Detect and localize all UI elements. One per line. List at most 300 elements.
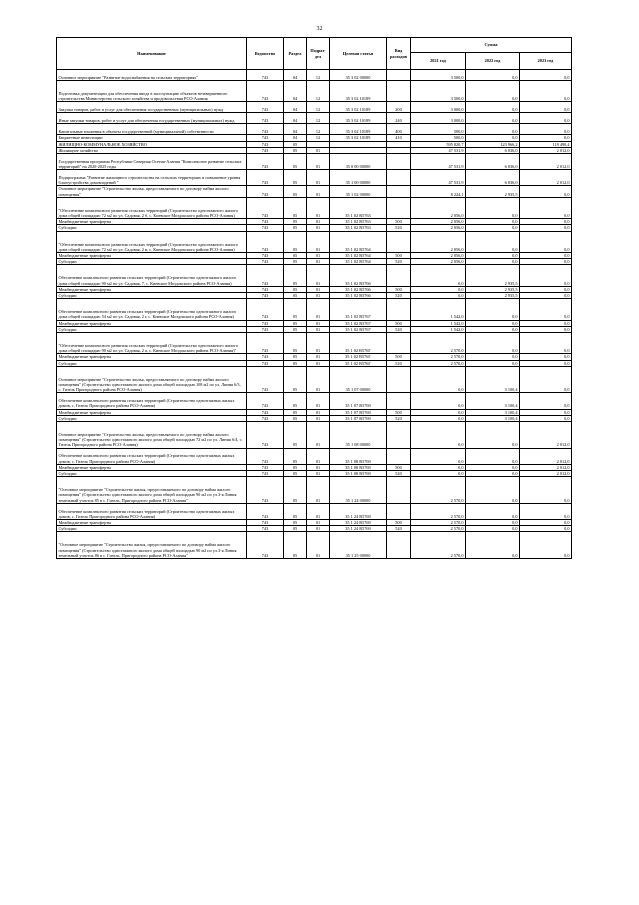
row-ministry-cell: 743 (247, 135, 284, 141)
row-name-cell: ЖИЛИЩНО-КОММУНАЛЬНОЕ ХОЗЯЙСТВО (57, 141, 247, 147)
row-section-cell: 05 (284, 141, 307, 147)
row-name-cell: Субсидии (57, 526, 247, 532)
row-target-cell: 35 1 07 R5769 (330, 393, 387, 409)
row-name-cell: Межбюджетные трансферты (57, 320, 247, 326)
row-ministry-cell: 743 (247, 231, 284, 252)
table-row (57, 170, 572, 186)
row-ministry-cell: 743 (247, 265, 284, 286)
row-ministry-cell: 743 (247, 197, 284, 218)
row-2021-cell: 0,0 (411, 409, 466, 415)
table-row (57, 124, 572, 135)
row-2023-cell: 0,0 (520, 526, 572, 532)
row-2022-cell: 3 100,4 (466, 409, 520, 415)
row-2022-cell: 0,0 (466, 219, 520, 225)
row-subsection-cell: 01 (307, 299, 330, 320)
row-2022-cell: 0,0 (466, 360, 520, 366)
row-2022-cell: 0,0 (466, 332, 520, 353)
row-section-cell: 05 (284, 265, 307, 286)
row-target-cell: 35 1 02 R5766 (330, 292, 387, 298)
row-subsection-cell: 01 (307, 186, 330, 197)
row-2021-cell: 2 570,0 (411, 360, 466, 366)
row-ministry-cell: 743 (247, 219, 284, 225)
row-name-cell: Государственная программа Республики Северная Осетия-Алания "Комплексное развитие сельских территорий" на 2020-2025 годы (57, 154, 247, 170)
row-section-cell: 04 (284, 70, 307, 81)
row-name-cell: Субсидии (57, 360, 247, 366)
header-subsection: Подраз-дел (307, 38, 330, 70)
row-2023-cell: 2 012,0 (520, 170, 572, 186)
row-2022-cell: 0,0 (466, 326, 520, 332)
row-expense-type-cell (387, 532, 411, 559)
row-target-cell: 35 1 24 00000 (330, 477, 387, 504)
row-subsection-cell: 01 (307, 477, 330, 504)
row-expense-type-cell: 520 (387, 292, 411, 298)
row-expense-type-cell (387, 503, 411, 519)
row-target-cell: 35 1 02 R576Г (330, 332, 387, 353)
row-section-cell: 05 (284, 170, 307, 186)
row-expense-type-cell (387, 477, 411, 504)
row-section-cell: 05 (284, 252, 307, 258)
row-ministry-cell: 743 (247, 124, 284, 135)
row-2021-cell: 2 056,0 (411, 252, 466, 258)
row-section-cell: 05 (284, 503, 307, 519)
row-2023-cell: 0,0 (520, 503, 572, 519)
row-subsection-cell: 01 (307, 197, 330, 218)
row-name-cell: Обеспечение комплексного развития сельских территорий (Строительство одноэтажного жилого дома общей площадью 54 м2 по ул. Садовая, 2 г, с. Киевское Моздокского района РСО-Алания) (57, 299, 247, 320)
row-target-cell: 35 3 02 10189 (330, 124, 387, 135)
row-expense-type-cell (387, 197, 411, 218)
row-2023-cell: 0,0 (520, 292, 572, 298)
row-section-cell: 04 (284, 135, 307, 141)
row-2022-cell: 2 935,5 (466, 292, 520, 298)
row-name-cell: Обеспечение комплексного развития сельских территорий (Строительство одноэтажных жилых домов, с. Гизель Пригородного района РСО-Алания) (57, 393, 247, 409)
row-2021-cell: 0,0 (411, 464, 466, 470)
row-subsection-cell: 01 (307, 320, 330, 326)
header-ministry: Ведомство (247, 38, 284, 70)
row-2023-cell: 2 012,0 (520, 154, 572, 170)
row-expense-type-cell: 520 (387, 470, 411, 476)
row-subsection-cell: 01 (307, 354, 330, 360)
row-ministry-cell: 743 (247, 170, 284, 186)
row-2023-cell: 0,0 (520, 532, 572, 559)
row-2021-cell: 0,0 (411, 470, 466, 476)
row-expense-type-cell (387, 265, 411, 286)
row-2022-cell: 0,0 (466, 81, 520, 102)
row-expense-type-cell: 400 (387, 124, 411, 135)
row-target-cell: 35 3 02 00000 (330, 70, 387, 81)
row-name-cell: Жилищное хозяйство (57, 147, 247, 153)
row-2023-cell: 0,0 (520, 124, 572, 135)
row-expense-type-cell (387, 421, 411, 448)
row-subsection-cell: 12 (307, 135, 330, 141)
row-section-cell: 05 (284, 231, 307, 252)
row-subsection-cell: 01 (307, 393, 330, 409)
table-row (57, 113, 572, 124)
row-section-cell: 05 (284, 186, 307, 197)
row-name-cell: Межбюджетные трансферты (57, 409, 247, 415)
row-2021-cell: 0,0 (411, 286, 466, 292)
row-section-cell: 05 (284, 526, 307, 532)
table-row (57, 393, 572, 409)
table-row (57, 197, 572, 218)
row-2021-cell: 3 500,0 (411, 70, 466, 81)
row-name-cell: Иные закупки товаров, работ и услуг для обеспечения государственных (муниципальных) нужд (57, 113, 247, 124)
row-2023-cell: 2 012,0 (520, 421, 572, 448)
row-target-cell: 35 1 02 R5763 (330, 225, 387, 231)
row-section-cell: 05 (284, 225, 307, 231)
row-2022-cell: 0,0 (466, 519, 520, 525)
row-ministry-cell: 743 (247, 366, 284, 393)
row-name-cell: Основное мероприятие "Строительство жилья, предоставляемого по договору найма жилого помещения" (57, 186, 247, 197)
row-target-cell: 35 1 08 R5769 (330, 470, 387, 476)
row-ministry-cell: 743 (247, 526, 284, 532)
row-name-cell: "Обеспечение комплексного развития сельских территорий (Строительство одноэтажного жилого дома общей площадью 72 м2 по ул. Садовая, 2 б, с. Киевское Моздокского района РСО-Алания) (57, 197, 247, 218)
header-section: Раздел (284, 38, 307, 70)
row-target-cell: 35 3 02 10189 (330, 81, 387, 102)
row-2023-cell: 0,0 (520, 286, 572, 292)
row-2023-cell: 2 012,0 (520, 147, 572, 153)
row-section-cell: 05 (284, 292, 307, 298)
row-target-cell: 35 3 02 10189 (330, 102, 387, 113)
row-subsection-cell: 01 (307, 154, 330, 170)
table-row (57, 154, 572, 170)
row-name-cell: Субсидии (57, 470, 247, 476)
row-2021-cell: 1 542,0 (411, 320, 466, 326)
row-name-cell: Межбюджетные трансферты (57, 464, 247, 470)
row-target-cell: 35 1 02 R5764 (330, 259, 387, 265)
row-name-cell: "Основное мероприятие "Строительство жилья, предоставляемого по договору найма жилого помещения" (Строительство одноэтажного жилого дома общей площадью 90 м2 по ул.3-я Линия земельный участок 86 в с. Гизель, Пригородного района РСО-Алания" (57, 532, 247, 559)
row-name-cell: Подпрограмма "Развитие жилищного строительства на сельских территориях и повышение уровня благоустройства домовладений " (57, 170, 247, 186)
row-expense-type-cell: 200 (387, 102, 411, 113)
row-ministry-cell: 743 (247, 448, 284, 464)
row-section-cell: 05 (284, 197, 307, 218)
row-name-cell: Обеспечение комплексного развития сельских территорий (Строительство одноэтажного жилого дома общей площадью 90 м2 по ул. Садовая, 7, с. Киевское Моздокского района РСО-Алания) (57, 265, 247, 286)
row-2022-cell: 0,0 (466, 113, 520, 124)
row-expense-type-cell (387, 170, 411, 186)
row-target-cell: 35 1 00 00000 (330, 170, 387, 186)
row-2022-cell: 0,0 (466, 259, 520, 265)
row-expense-type-cell (387, 448, 411, 464)
row-expense-type-cell: 500 (387, 354, 411, 360)
row-expense-type-cell (387, 81, 411, 102)
row-target-cell: 35 1 24 R5769 (330, 526, 387, 532)
row-name-cell: Обеспечение комплексного развития сельских территорий (Строительство одноэтажных жилых домов, с. Гизель Пригородного района РСО-Алания) (57, 503, 247, 519)
row-2021-cell: 2 056,0 (411, 197, 466, 218)
row-target-cell: 35 1 24 R5769 (330, 519, 387, 525)
row-2023-cell: 0,0 (520, 366, 572, 393)
row-expense-type-cell: 520 (387, 326, 411, 332)
row-target-cell: 35 1 02 R5767 (330, 299, 387, 320)
row-target-cell: 35 1 02 R5767 (330, 326, 387, 332)
row-subsection-cell: 01 (307, 326, 330, 332)
row-2022-cell: 2 935,5 (466, 186, 520, 197)
row-2022-cell: 3 100,4 (466, 393, 520, 409)
row-name-cell: Основное мероприятие "Строительство жилья, предоставляемого по договору найма жилого помещения" (Строительство одноэтажного жилого дома общей площадью 108 м2 по ул. Линия 6/3, с. Гизель Пригородного района РСО-Алания) (57, 366, 247, 393)
row-name-cell: Закупка товаров, работ и услуг для обеспечения государственных (муниципальных) нужд (57, 102, 247, 113)
row-ministry-cell: 743 (247, 147, 284, 153)
row-subsection-cell: 01 (307, 421, 330, 448)
row-expense-type-cell (387, 393, 411, 409)
row-ministry-cell: 743 (247, 81, 284, 102)
row-2023-cell: 0,0 (520, 265, 572, 286)
row-section-cell: 05 (284, 448, 307, 464)
row-target-cell: 35 1 02 00000 (330, 186, 387, 197)
row-name-cell: Субсидии (57, 415, 247, 421)
row-2022-cell: 0,0 (466, 354, 520, 360)
row-name-cell: Межбюджетные трансферты (57, 219, 247, 225)
row-subsection-cell: 01 (307, 252, 330, 258)
row-expense-type-cell: 520 (387, 360, 411, 366)
row-target-cell: 35 0 00 00000 (330, 154, 387, 170)
row-2023-cell: 0,0 (520, 197, 572, 218)
row-2021-cell: 0,0 (411, 265, 466, 286)
row-expense-type-cell: 500 (387, 519, 411, 525)
row-expense-type-cell (387, 70, 411, 81)
row-ministry-cell: 743 (247, 141, 284, 147)
row-subsection-cell: 01 (307, 464, 330, 470)
row-2023-cell: 0,0 (520, 70, 572, 81)
row-ministry-cell: 743 (247, 299, 284, 320)
table-body (57, 70, 572, 559)
row-2021-cell: 2 570,0 (411, 519, 466, 525)
row-expense-type-cell: 520 (387, 225, 411, 231)
row-2023-cell: 0,0 (520, 299, 572, 320)
row-2021-cell: 2 056,0 (411, 225, 466, 231)
row-2022-cell: 0,0 (466, 421, 520, 448)
row-2021-cell: 0,0 (411, 415, 466, 421)
row-2021-cell: 47 531,9 (411, 170, 466, 186)
row-2021-cell: 0,0 (411, 448, 466, 464)
row-section-cell: 05 (284, 320, 307, 326)
row-2023-cell: 0,0 (520, 360, 572, 366)
row-expense-type-cell (387, 366, 411, 393)
row-subsection-cell: 01 (307, 231, 330, 252)
row-2022-cell: 0,0 (466, 70, 520, 81)
row-2023-cell: 0,0 (520, 102, 572, 113)
row-2021-cell: 2 570,0 (411, 532, 466, 559)
budget-table (56, 37, 572, 559)
row-subsection-cell: 01 (307, 448, 330, 464)
row-name-cell: "Обеспечение комплексного развития сельских территорий (Строительство одноэтажного жилого дома общей площадью 90 м2 по ул. Садовая, 2 а, с. Киевское Моздокского района РСО-Алания)" (57, 332, 247, 353)
row-ministry-cell: 743 (247, 477, 284, 504)
row-2023-cell: 0,0 (520, 219, 572, 225)
row-ministry-cell: 743 (247, 409, 284, 415)
row-ministry-cell: 743 (247, 421, 284, 448)
row-subsection-cell: 01 (307, 532, 330, 559)
row-ministry-cell: 743 (247, 415, 284, 421)
row-target-cell: 35 1 08 R5769 (330, 448, 387, 464)
row-2022-cell: 2 935,5 (466, 286, 520, 292)
row-subsection-cell: 01 (307, 519, 330, 525)
row-2023-cell: 0,0 (520, 354, 572, 360)
row-name-cell: "Основное мероприятие "Строительство жилья, предоставляемого по договору найма жилого помещения" (Строительство одноэтажного жилого дома общей площадью 90 м2 по ул.3-я Линия земельный участок 85 в с. Гизель, Пригородного района РСО-Алания" (57, 477, 247, 504)
row-2022-cell: 0,0 (466, 526, 520, 532)
row-subsection-cell: 12 (307, 81, 330, 102)
row-2023-cell: 0,0 (520, 320, 572, 326)
table-row (57, 503, 572, 519)
row-2021-cell: 2 570,0 (411, 477, 466, 504)
row-2023-cell: 0,0 (520, 252, 572, 258)
row-section-cell: 05 (284, 354, 307, 360)
row-2022-cell: 0,0 (466, 252, 520, 258)
row-target-cell: 35 3 02 10189 (330, 113, 387, 124)
table-row (57, 81, 572, 102)
row-expense-type-cell: 500 (387, 409, 411, 415)
row-subsection-cell: 01 (307, 366, 330, 393)
row-2021-cell: 3 000,0 (411, 113, 466, 124)
row-ministry-cell: 743 (247, 464, 284, 470)
row-subsection-cell: 01 (307, 503, 330, 519)
row-section-cell: 05 (284, 519, 307, 525)
row-ministry-cell: 743 (247, 326, 284, 332)
row-2022-cell: 0,0 (466, 448, 520, 464)
row-name-cell: "Обеспечение комплексного развития сельских территорий (Строительство одноэтажного жилого дома общей площадью 72 м2 по ул. Садовая, 2 в, с. Киевское Моздокского района РСО-Алания) (57, 231, 247, 252)
row-subsection-cell: 01 (307, 332, 330, 353)
row-2023-cell: 2 012,0 (520, 470, 572, 476)
row-2021-cell: 1 542,0 (411, 299, 466, 320)
row-ministry-cell: 743 (247, 320, 284, 326)
row-ministry-cell: 743 (247, 292, 284, 298)
row-2022-cell: 3 100,4 (466, 366, 520, 393)
header-name: Наименование (57, 38, 247, 70)
row-expense-type-cell: 500 (387, 286, 411, 292)
row-2023-cell: 0,0 (520, 409, 572, 415)
row-expense-type-cell: 240 (387, 113, 411, 124)
row-2023-cell: 2 012,0 (520, 448, 572, 464)
row-2023-cell: 0,0 (520, 81, 572, 102)
row-target-cell: 35 1 02 R576Г (330, 360, 387, 366)
row-ministry-cell: 743 (247, 102, 284, 113)
page-number: 32 (316, 26, 323, 32)
row-2022-cell: 0,0 (466, 231, 520, 252)
row-2022-cell: 0,0 (466, 124, 520, 135)
row-subsection-cell: 01 (307, 292, 330, 298)
row-section-cell: 05 (284, 421, 307, 448)
row-name-cell: Субсидии (57, 292, 247, 298)
row-subsection-cell: 01 (307, 219, 330, 225)
row-target-cell: 35 1 08 00000 (330, 421, 387, 448)
row-section-cell: 04 (284, 102, 307, 113)
header-sum: Сумма (411, 38, 572, 53)
row-name-cell: Основное мероприятие "Развитие водоснабжения на сельских территориях" (57, 70, 247, 81)
row-expense-type-cell: 520 (387, 259, 411, 265)
row-2022-cell: 2 935,5 (466, 265, 520, 286)
row-name-cell: Капитальные вложения в объекты государственной (муниципальной) собственности (57, 124, 247, 135)
row-2023-cell: 0,0 (520, 326, 572, 332)
table-row (57, 102, 572, 113)
row-expense-type-cell: 500 (387, 464, 411, 470)
row-section-cell: 04 (284, 81, 307, 102)
row-2023-cell: 0,0 (520, 519, 572, 525)
row-ministry-cell: 743 (247, 354, 284, 360)
table-row (57, 366, 572, 393)
header-year-2021: 2021 год (411, 53, 466, 70)
row-name-cell: Бюджетные инвестиции (57, 135, 247, 141)
row-2023-cell: 0,0 (520, 477, 572, 504)
row-section-cell: 05 (284, 286, 307, 292)
row-target-cell: 35 1 02 R5767 (330, 320, 387, 326)
row-2022-cell: 0,0 (466, 225, 520, 231)
row-ministry-cell: 743 (247, 360, 284, 366)
row-2021-cell: 2 570,0 (411, 332, 466, 353)
row-target-cell: 35 1 24 R5769 (330, 503, 387, 519)
row-2021-cell: 2 056,0 (411, 219, 466, 225)
row-ministry-cell: 743 (247, 225, 284, 231)
row-subsection-cell: 01 (307, 225, 330, 231)
row-subsection-cell: 01 (307, 415, 330, 421)
row-section-cell: 05 (284, 393, 307, 409)
row-ministry-cell: 743 (247, 252, 284, 258)
row-section-cell: 05 (284, 147, 307, 153)
header-expense-type: Вид расходов (387, 38, 411, 70)
row-expense-type-cell: 410 (387, 135, 411, 141)
row-2023-cell: 0,0 (520, 332, 572, 353)
row-ministry-cell: 743 (247, 113, 284, 124)
row-section-cell: 05 (284, 409, 307, 415)
row-name-cell: Подготовка документации для обеспечения ввода в эксплуатацию объектов незавершенного строительства Министерства сельского хозяйства и продовольствия РСО-Алания (57, 81, 247, 102)
row-subsection-cell: 01 (307, 409, 330, 415)
row-expense-type-cell (387, 299, 411, 320)
row-2022-cell: 3 100,4 (466, 415, 520, 421)
row-subsection-cell: 01 (307, 526, 330, 532)
table-row (57, 532, 572, 559)
row-ministry-cell: 743 (247, 259, 284, 265)
table-row (57, 70, 572, 81)
row-2022-cell: 0,0 (466, 197, 520, 218)
row-section-cell: 05 (284, 299, 307, 320)
row-2023-cell: 2 012,0 (520, 464, 572, 470)
table-row (57, 186, 572, 197)
row-expense-type-cell (387, 186, 411, 197)
row-subsection-cell: 12 (307, 124, 330, 135)
row-section-cell: 04 (284, 113, 307, 124)
row-expense-type-cell (387, 332, 411, 353)
table-row (57, 231, 572, 252)
row-section-cell: 05 (284, 259, 307, 265)
row-section-cell: 05 (284, 415, 307, 421)
row-name-cell: Субсидии (57, 259, 247, 265)
row-2022-cell: 0,0 (466, 464, 520, 470)
row-section-cell: 05 (284, 532, 307, 559)
row-2021-cell: 2 056,0 (411, 231, 466, 252)
row-name-cell: Субсидии (57, 225, 247, 231)
row-2021-cell: 2 570,0 (411, 503, 466, 519)
row-target-cell: 35 1 02 R5766 (330, 265, 387, 286)
row-expense-type-cell (387, 154, 411, 170)
row-target-cell: 35 1 25 00000 (330, 532, 387, 559)
row-target-cell: 35 1 07 R5769 (330, 409, 387, 415)
row-2022-cell: 0,0 (466, 532, 520, 559)
row-subsection-cell: 01 (307, 286, 330, 292)
row-target-cell: 35 1 02 R5764 (330, 252, 387, 258)
row-2021-cell: 0,0 (411, 421, 466, 448)
row-2021-cell: 2 570,0 (411, 526, 466, 532)
row-2021-cell: 1 542,0 (411, 326, 466, 332)
row-2022-cell: 0,0 (466, 503, 520, 519)
row-subsection-cell: 01 (307, 170, 330, 186)
header-target-article: Целевая статья (330, 38, 387, 70)
row-ministry-cell: 743 (247, 70, 284, 81)
row-2023-cell: 0,0 (520, 225, 572, 231)
row-section-cell: 05 (284, 360, 307, 366)
row-expense-type-cell: 500 (387, 219, 411, 225)
row-2021-cell: 3 500,0 (411, 81, 466, 102)
row-subsection-cell: 01 (307, 265, 330, 286)
row-section-cell: 05 (284, 154, 307, 170)
row-2022-cell: 0,0 (466, 102, 520, 113)
row-name-cell: Межбюджетные трансферты (57, 519, 247, 525)
row-2021-cell: 47 531,9 (411, 154, 466, 170)
row-2021-cell: 0,0 (411, 366, 466, 393)
